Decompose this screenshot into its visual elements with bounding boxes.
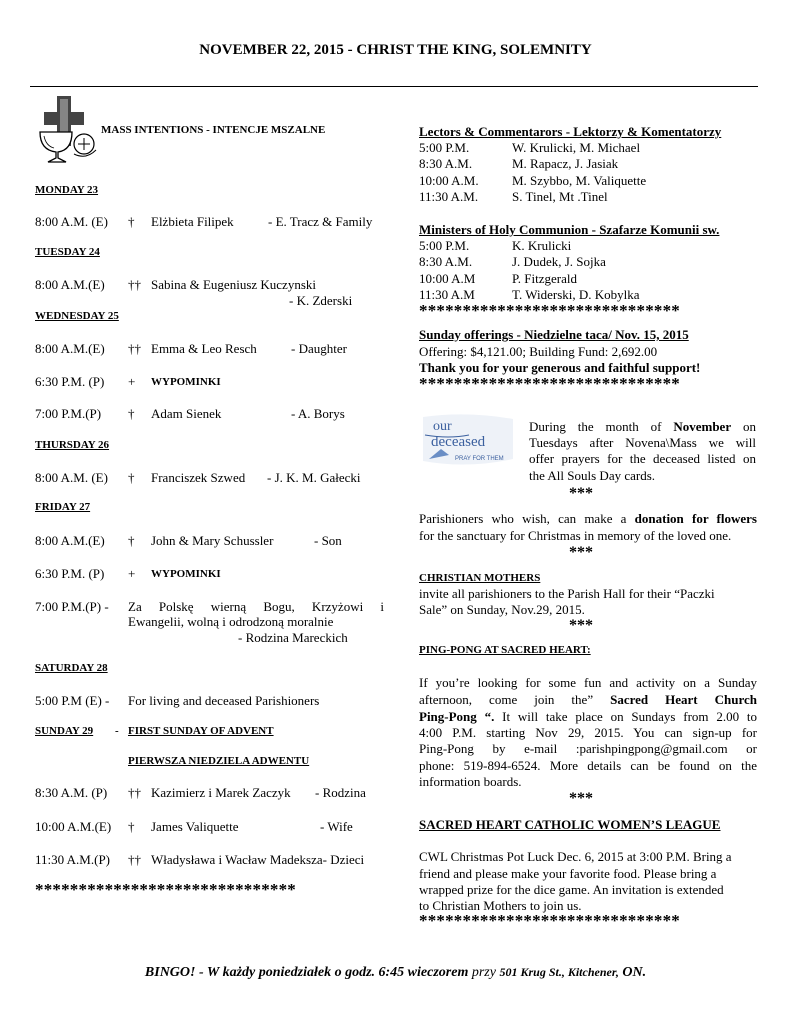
mass-time: 8:00 A.M.(E) [35, 341, 105, 356]
lectors-heading: Lectors & Commentarors - Lektorzy & Komentatorzy [419, 124, 722, 139]
logo-pray-text: PRAY FOR THEM [455, 456, 504, 462]
section-separator: *** [569, 617, 593, 634]
schedule-time: 5:00 P.M. [419, 238, 470, 253]
intention-symbol: + [128, 374, 136, 389]
bingo-footer: BINGO! - W każdy poniedziałek o godz. 6:45 wieczorem przy 501 Krug St., Kitchener, ON. [144, 965, 647, 980]
day-tuesday: TUESDAY 24 [35, 246, 100, 258]
flowers-text: Parishioners who wish, can make a donation for flowers [419, 511, 757, 526]
schedule-names: J. Dudek, J. Sojka [512, 254, 606, 270]
intention-symbol: † [128, 214, 135, 229]
schedule-time: 8:30 A.M. [419, 254, 473, 270]
mass-time: 8:00 A.M.(E) [35, 277, 105, 292]
schedule-time: 11:30 A.M [419, 286, 475, 302]
mass-time: 5:00 P.M (E) - [35, 693, 110, 708]
intention-requestor: - Rodzina [315, 785, 366, 800]
cwl-text-line: friend and please make your favorite food. Please bring a [419, 866, 717, 881]
intention-name-continued: Ewangelii, wolną i odrodzoną moralnie [128, 614, 334, 629]
chalice-cross-icon [34, 94, 98, 166]
intention-name: Sabina & Eugeniusz Kuczynski [151, 277, 316, 292]
ministers-heading: Ministers of Holy Communion - Szafarze Komunii sw. [419, 222, 720, 237]
intention-symbol: † [128, 470, 135, 485]
mass-time: 6:30 P.M. (P) [35, 566, 105, 581]
intention-requestor: - Rodzina Mareckich [238, 630, 348, 645]
intention-requestor: - K. Zderski [289, 293, 353, 308]
mass-time: 8:30 A.M. (P) [35, 785, 108, 800]
pingpong-text-line: If you’re looking for some fun and activity on a Sunday [419, 675, 757, 690]
offerings-amounts: Offering: $4,121.00; Building Fund: 2,692.00 [419, 344, 658, 359]
pingpong-text-line: 4:00 P.M. starting Nov 29, 2015. You can sign-up for [419, 725, 757, 740]
schedule-names: T. Widerski, D. Kobylka [512, 286, 640, 302]
intention-name: Władysława i Wacław Madeksza- Dzieci [151, 852, 365, 867]
cwl-text-line: to Christian Mothers to join us. [419, 898, 582, 913]
intention-symbol: † [128, 819, 135, 834]
mass-time: 11:30 A.M.(P) [35, 852, 110, 867]
mass-time: 10:00 A.M.(E) [35, 819, 112, 834]
mass-time: 8:00 A.M. (E) [35, 470, 108, 485]
deceased-text-line: During the month of November on [529, 419, 757, 434]
intention-symbol: † [128, 406, 135, 421]
mass-time: 8:00 A.M. (E) [35, 214, 108, 229]
schedule-time: 11:30 A.M. [419, 188, 479, 204]
christian-mothers-heading: CHRISTIAN MOTHERS [419, 572, 541, 584]
mothers-text-continued: Sale” on Sunday, Nov.29, 2015. [419, 602, 585, 617]
schedule-names: M. Szybbo, M. Valiquette [512, 172, 647, 188]
thanks-text: Thank you for your generous and faithful support! [419, 360, 701, 375]
pingpong-email-line: Ping-Pong by e-mail :parishpingpong@gmail.com or [419, 741, 757, 756]
intention-requestor: - Son [314, 533, 342, 548]
stars-divider: ****************************** [419, 301, 680, 320]
mass-time: 7:00 P.M.(P) [35, 406, 102, 421]
page-title: NOVEMBER 22, 2015 - CHRIST THE KING, SOLEMNITY [199, 42, 592, 58]
schedule-names: M. Rapacz, J. Jasiak [512, 156, 619, 172]
intention-requestor: - J. K. M. Gałecki [267, 470, 361, 485]
schedule-names: P. Fitzgerald [512, 270, 577, 286]
header-divider [30, 86, 758, 87]
intention-name: Adam Sienek [151, 406, 222, 421]
intention-name: Emma & Leo Resch [151, 341, 257, 356]
stars-divider: ****************************** [35, 880, 296, 899]
deceased-text-line: the All Souls Day cards. [529, 468, 656, 483]
logo-our-text: our [433, 419, 452, 434]
intention-requestor: - Daughter [291, 341, 347, 356]
schedule-time: 5:00 P.M. [419, 140, 470, 155]
intention-name: WYPOMINKI [151, 568, 221, 580]
deceased-text-line: Tuesdays after Novena\Mass we will [529, 435, 756, 450]
mass-intentions-heading: MASS INTENTIONS - INTENCJE MSZALNE [101, 124, 326, 136]
schedule-names: W. Krulicki, M. Michael [512, 140, 641, 155]
mass-time: 8:00 A.M.(E) [35, 533, 105, 548]
intention-name: James Valiquette [151, 819, 239, 834]
our-deceased-logo [419, 409, 515, 471]
pingpong-phone-line: phone: 519-894-6524. More details can be found on the [419, 758, 757, 773]
schedule-time: 8:30 A.M. [419, 156, 473, 172]
intention-name: Kazimierz i Marek Zaczyk [151, 785, 291, 800]
cwl-text-line: CWL Christmas Pot Luck Dec. 6, 2015 at 3:00 P.M. Bring a [419, 849, 732, 864]
pingpong-text-line: Ping-Pong “. It will take place on Sundays from 2.00 to [419, 709, 757, 724]
day-friday: FRIDAY 27 [35, 501, 91, 513]
mass-time: 6:30 P.M. (P) [35, 374, 105, 389]
section-separator: *** [569, 544, 593, 561]
intention-name: Franciszek Szwed [151, 470, 246, 485]
intention-symbol: †† [128, 852, 141, 867]
cwl-text-line: wrapped prize for the dice game. An invitation is extended [419, 882, 724, 897]
stars-divider: ****************************** [419, 911, 680, 930]
day-wednesday: WEDNESDAY 25 [35, 310, 119, 322]
stars-divider: ****************************** [419, 374, 680, 393]
day-monday: MONDAY 23 [35, 184, 99, 196]
intention-symbol: †† [128, 785, 141, 800]
intention-name: Elżbieta Filipek [151, 214, 234, 229]
day-thursday: THURSDAY 26 [35, 439, 110, 451]
pingpong-text-line: afternoon, come join the” Sacred Heart Church [419, 692, 757, 707]
intention-name: WYPOMINKI [151, 376, 221, 388]
schedule-names: K. Krulicki [512, 238, 572, 253]
schedule-time: 10:00 A.M [419, 270, 476, 286]
mothers-text: invite all parishioners to the Parish Hall for their “Paczki [419, 586, 715, 601]
flowers-text-continued: for the sanctuary for Christmas in memory of the loved one. [419, 528, 732, 543]
dash: - [115, 725, 119, 737]
intention-name: For living and deceased Parishioners [128, 693, 320, 708]
logo-deceased-text: deceased [431, 434, 486, 450]
sunday-title: FIRST SUNDAY OF ADVENT [128, 725, 274, 737]
intention-requestor: - E. Tracz & Family [268, 214, 373, 229]
intention-symbol: † [128, 533, 135, 548]
sunday-title-polish: PIERWSZA NIEDZIELA ADWENTU [128, 755, 310, 767]
day-saturday: SATURDAY 28 [35, 662, 108, 674]
section-separator: *** [569, 485, 593, 502]
day-sunday: SUNDAY 29 [35, 725, 94, 737]
pingpong-text-line: information boards. [419, 774, 522, 789]
section-separator: *** [569, 790, 593, 807]
offerings-heading: Sunday offerings - Niedzielne taca/ Nov. 15, 2015 [419, 327, 689, 342]
mass-time: 7:00 P.M.(P) - [35, 599, 109, 614]
cwl-heading: SACRED HEART CATHOLIC WOMEN’S LEAGUE [419, 817, 721, 832]
intention-requestor: - Wife [320, 819, 353, 834]
schedule-names: S. Tinel, Mt .Tinel [512, 188, 608, 204]
intention-symbol: †† [128, 277, 141, 292]
schedule-time: 10:00 A.M. [419, 172, 479, 188]
intention-name: Za Polskę wierną Bogu, Krzyżowi i [128, 599, 384, 614]
intention-symbol: †† [128, 341, 141, 356]
intention-name: John & Mary Schussler [151, 533, 274, 548]
intention-requestor: - A. Borys [291, 406, 345, 421]
intention-symbol: + [128, 566, 136, 581]
pingpong-heading: PING-PONG AT SACRED HEART: [419, 644, 591, 656]
deceased-text-line: offer prayers for the deceased listed on [529, 451, 756, 466]
